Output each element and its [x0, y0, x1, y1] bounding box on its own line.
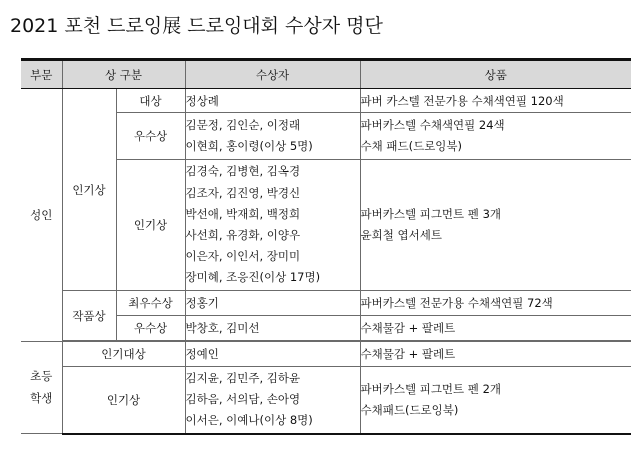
- header-prize: 상품: [360, 60, 631, 89]
- prize-best: 파버카스텔 전문가용 수채색연필 72색: [360, 291, 631, 316]
- award-work-excellence: 우수상: [116, 316, 185, 341]
- award-adult-popular: 인기상: [116, 160, 185, 291]
- winners-best: 정홍기: [185, 291, 360, 316]
- prize-grand: 파버 카스텔 전문가용 수채색연필 120색: [360, 89, 631, 113]
- award-elementary-grand: 인기대상: [62, 342, 185, 367]
- winners-work-excellence: 박창호, 김미선: [185, 316, 360, 341]
- winners-grand: 정상례: [185, 89, 360, 113]
- award-elementary-popular: 인기상: [62, 367, 185, 434]
- page-title: 2021 포천 드로잉展 드로잉대회 수상자 명단: [10, 15, 383, 37]
- prize-work-excellence: 수채물감 + 팔레트: [360, 316, 631, 341]
- award-best: 최우수상: [116, 291, 185, 316]
- division-elementary-label: 초등 학생: [30, 369, 53, 405]
- prize-adult-excellence: 파버카스텔 수채색연필 24색 수채 패드(드로잉북): [360, 117, 505, 153]
- header-award-category: 상 구분: [62, 60, 185, 89]
- division-adult: 성인: [21, 89, 62, 342]
- table-row: [21, 367, 631, 434]
- division-elementary: [21, 342, 62, 434]
- winners-elementary-grand: 정예인: [185, 342, 360, 367]
- award-grand: 대상: [116, 89, 185, 113]
- prize-elementary-grand: 수채물감 + 팔레트: [360, 342, 631, 367]
- header-division: 부문: [21, 60, 62, 89]
- table-row: [21, 342, 631, 367]
- table-row: [21, 291, 631, 316]
- header-winners: 수상자: [185, 60, 360, 89]
- winners-table: [21, 58, 631, 435]
- winners-elementary-popular: 김지윤, 김민주, 김하윤 김하음, 서의담, 손아영 이서은, 이예나(이상 8명): [185, 370, 313, 428]
- award-adult-excellence: 우수상: [116, 113, 185, 160]
- winners-adult-excellence: 김문정, 김인순, 이정래 이현희, 홍이령(이상 5명): [185, 117, 313, 153]
- header-row: [21, 60, 631, 89]
- winners-adult-popular: 김경숙, 김병현, 김옥경 김조자, 김진영, 박경신 박선애, 박재희, 백정희 사선희, 유경화, 이양우 이은자, 이인서, 장미미 장미혜, 조응진(이상 17명): [185, 164, 321, 285]
- table-row: [21, 89, 631, 113]
- prize-elementary-popular: 파버카스텔 피그먼트 펜 2개 수채패드(드로잉북): [360, 381, 501, 417]
- group-adult-popular: 인기상: [62, 89, 116, 291]
- prize-adult-popular: 파버카스텔 피그먼트 펜 3개 윤희철 엽서세트: [360, 206, 501, 242]
- group-adult-work: 작품상: [62, 291, 116, 341]
